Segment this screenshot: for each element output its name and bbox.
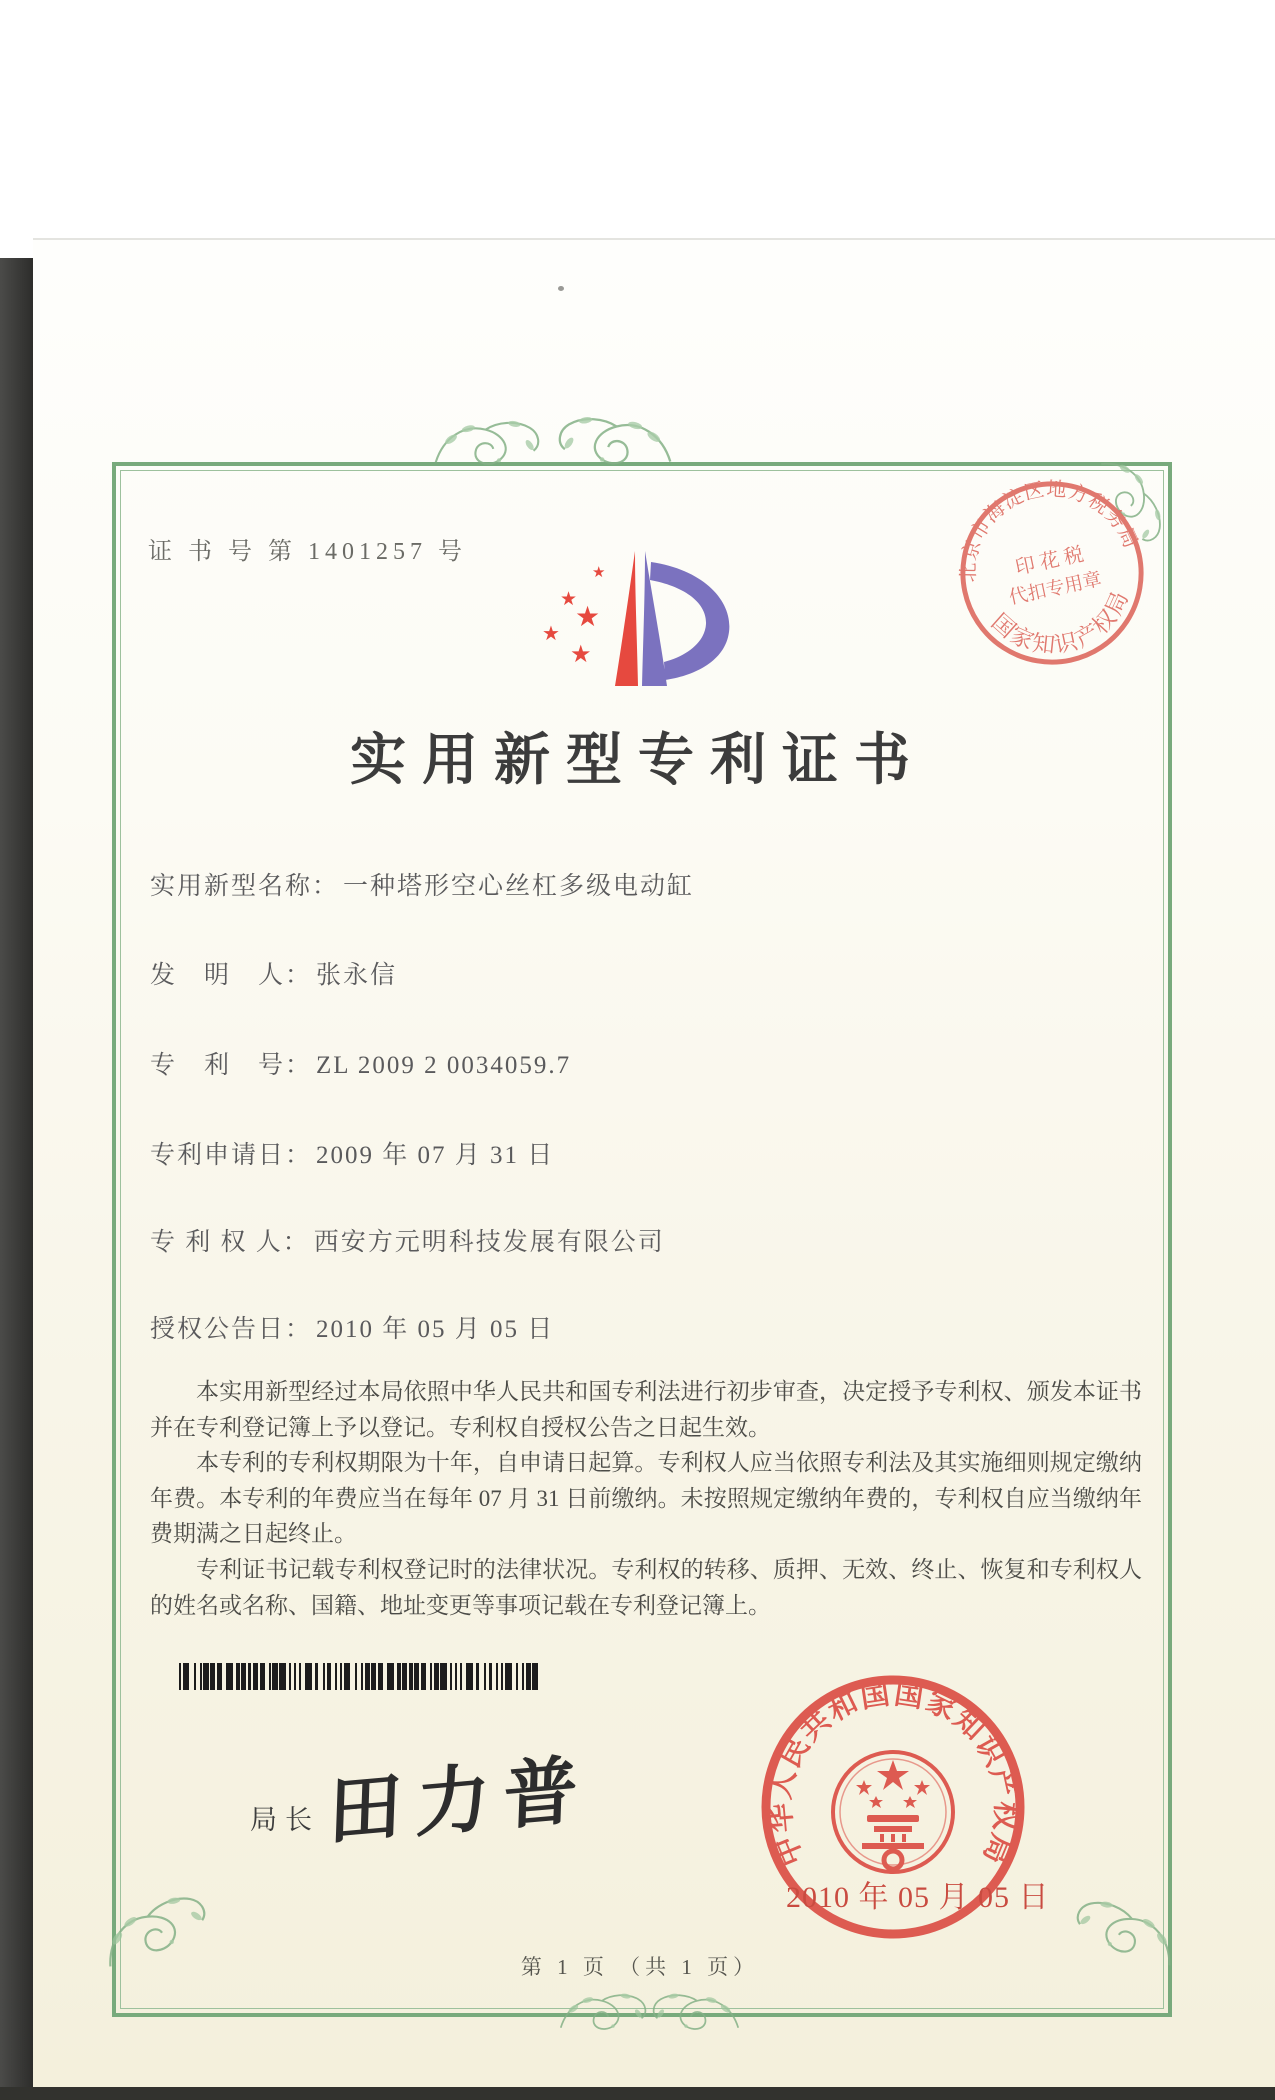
barcode-bar — [505, 1663, 512, 1690]
field-label: 专 利 号： — [150, 1052, 313, 1079]
flourish-top-center-right — [552, 412, 677, 474]
field-value: ZL 2009 2 0034059.7 — [316, 1052, 572, 1079]
field-patentee — [150, 1222, 1100, 1258]
certificate-title: 实用新型专利证书 — [350, 730, 926, 792]
page-number-footer: 第 1 页 （共 1 页） — [520, 1955, 760, 1979]
certificate-number: 证 书 号 第 1401257 号 — [148, 539, 467, 565]
field-label: 授权公告日： — [150, 1316, 313, 1343]
barcode-bar — [387, 1663, 394, 1690]
field-value: 张永信 — [316, 962, 398, 989]
field-label: 专利申请日： — [150, 1142, 313, 1169]
national-emblem-icon — [833, 1752, 953, 1872]
tax-stamp-arc-bottom-text: 国家知识产权局 — [986, 586, 1134, 659]
logo-star-icon: ★ — [560, 589, 578, 610]
legal-paragraph: 本实用新型经过本局依照中华人民共和国专利法进行初步审查，决定授予专利权、颁发本证书并在专利登记簿上予以登记。专利权自授权公告之日起生效。 — [150, 1379, 1142, 1440]
field-inventor — [150, 955, 1100, 991]
field-value: 西安方元明科技发展有限公司 — [313, 1229, 665, 1256]
barcode-bar — [440, 1663, 447, 1690]
field-value: 2009 年 07 月 31 日 — [316, 1142, 555, 1169]
field-value: 2010 年 05 月 05 日 — [316, 1316, 555, 1343]
logo-red-cone — [615, 551, 638, 686]
barcode-gap — [538, 1663, 540, 1690]
tax-stamp-seal — [935, 456, 1170, 691]
legal-text-block — [150, 1374, 1142, 1623]
barcode-bar — [305, 1663, 312, 1690]
logo-star-icon: ★ — [542, 623, 560, 645]
tax-stamp-arc-top-text: 北京市海淀区地方税务局 — [957, 478, 1142, 583]
barcode-bar — [226, 1663, 233, 1690]
tax-stamp-line2: 代扣专用章 — [1007, 568, 1104, 609]
barcode-bar — [279, 1663, 286, 1690]
legal-paragraph: 本专利的专利权期限为十年，自申请日起算。专利权人应当依照专利法及其实施细则规定缴纳年费。本专利的年费应当在每年 07 月 31 日前缴纳。未按照规定缴纳年费的，专利权自应当缴纳年费期满之日起终止。 — [150, 1450, 1142, 1547]
logo-star-icon: ★ — [570, 642, 592, 668]
seal-ring-text: 中华人民共和国国家知识产权局 — [764, 1678, 1022, 1871]
field-label: 发 明 人： — [150, 962, 313, 989]
scan-speck — [558, 286, 564, 291]
flourish-bottom-center-right — [648, 1986, 743, 2041]
barcode-bar — [344, 1663, 351, 1690]
logo-star-icon: ★ — [592, 565, 606, 581]
barcode-bar — [183, 1663, 190, 1690]
barcode — [179, 1663, 543, 1690]
seal-date: 2010 年 05 月 05 日 — [786, 1881, 1050, 1914]
tax-stamp-line1: 印 花 税 — [1013, 543, 1086, 580]
scan-dark-edge-left — [0, 258, 33, 2100]
legal-paragraph: 专利证书记载专利权登记时的法律状况。专利权的转移、质押、无效、终止、恢复和专利权人的姓名或名称、国籍、地址变更等事项记载在专利登记簿上。 — [150, 1556, 1142, 1618]
logo-star-icon: ★ — [575, 602, 601, 633]
field-filing-date — [150, 1135, 1100, 1171]
field-patent-number — [150, 1045, 1100, 1081]
director-label: 局长 — [250, 1805, 320, 1835]
flourish-bottom-center-left — [556, 1986, 651, 2041]
director-signature: 田力普 — [326, 1749, 593, 1855]
field-utility-model-name — [150, 866, 1100, 902]
scan-dark-edge-bottom — [0, 2087, 1275, 2100]
barcode-bar — [466, 1663, 473, 1690]
field-label: 专 利 权 人： — [150, 1229, 310, 1256]
field-value: 一种塔形空心丝杠多级电动缸 — [343, 873, 695, 900]
field-grant-publication-date — [150, 1309, 1100, 1345]
field-label: 实用新型名称： — [150, 873, 340, 900]
flourish-top-center-left — [430, 416, 545, 474]
